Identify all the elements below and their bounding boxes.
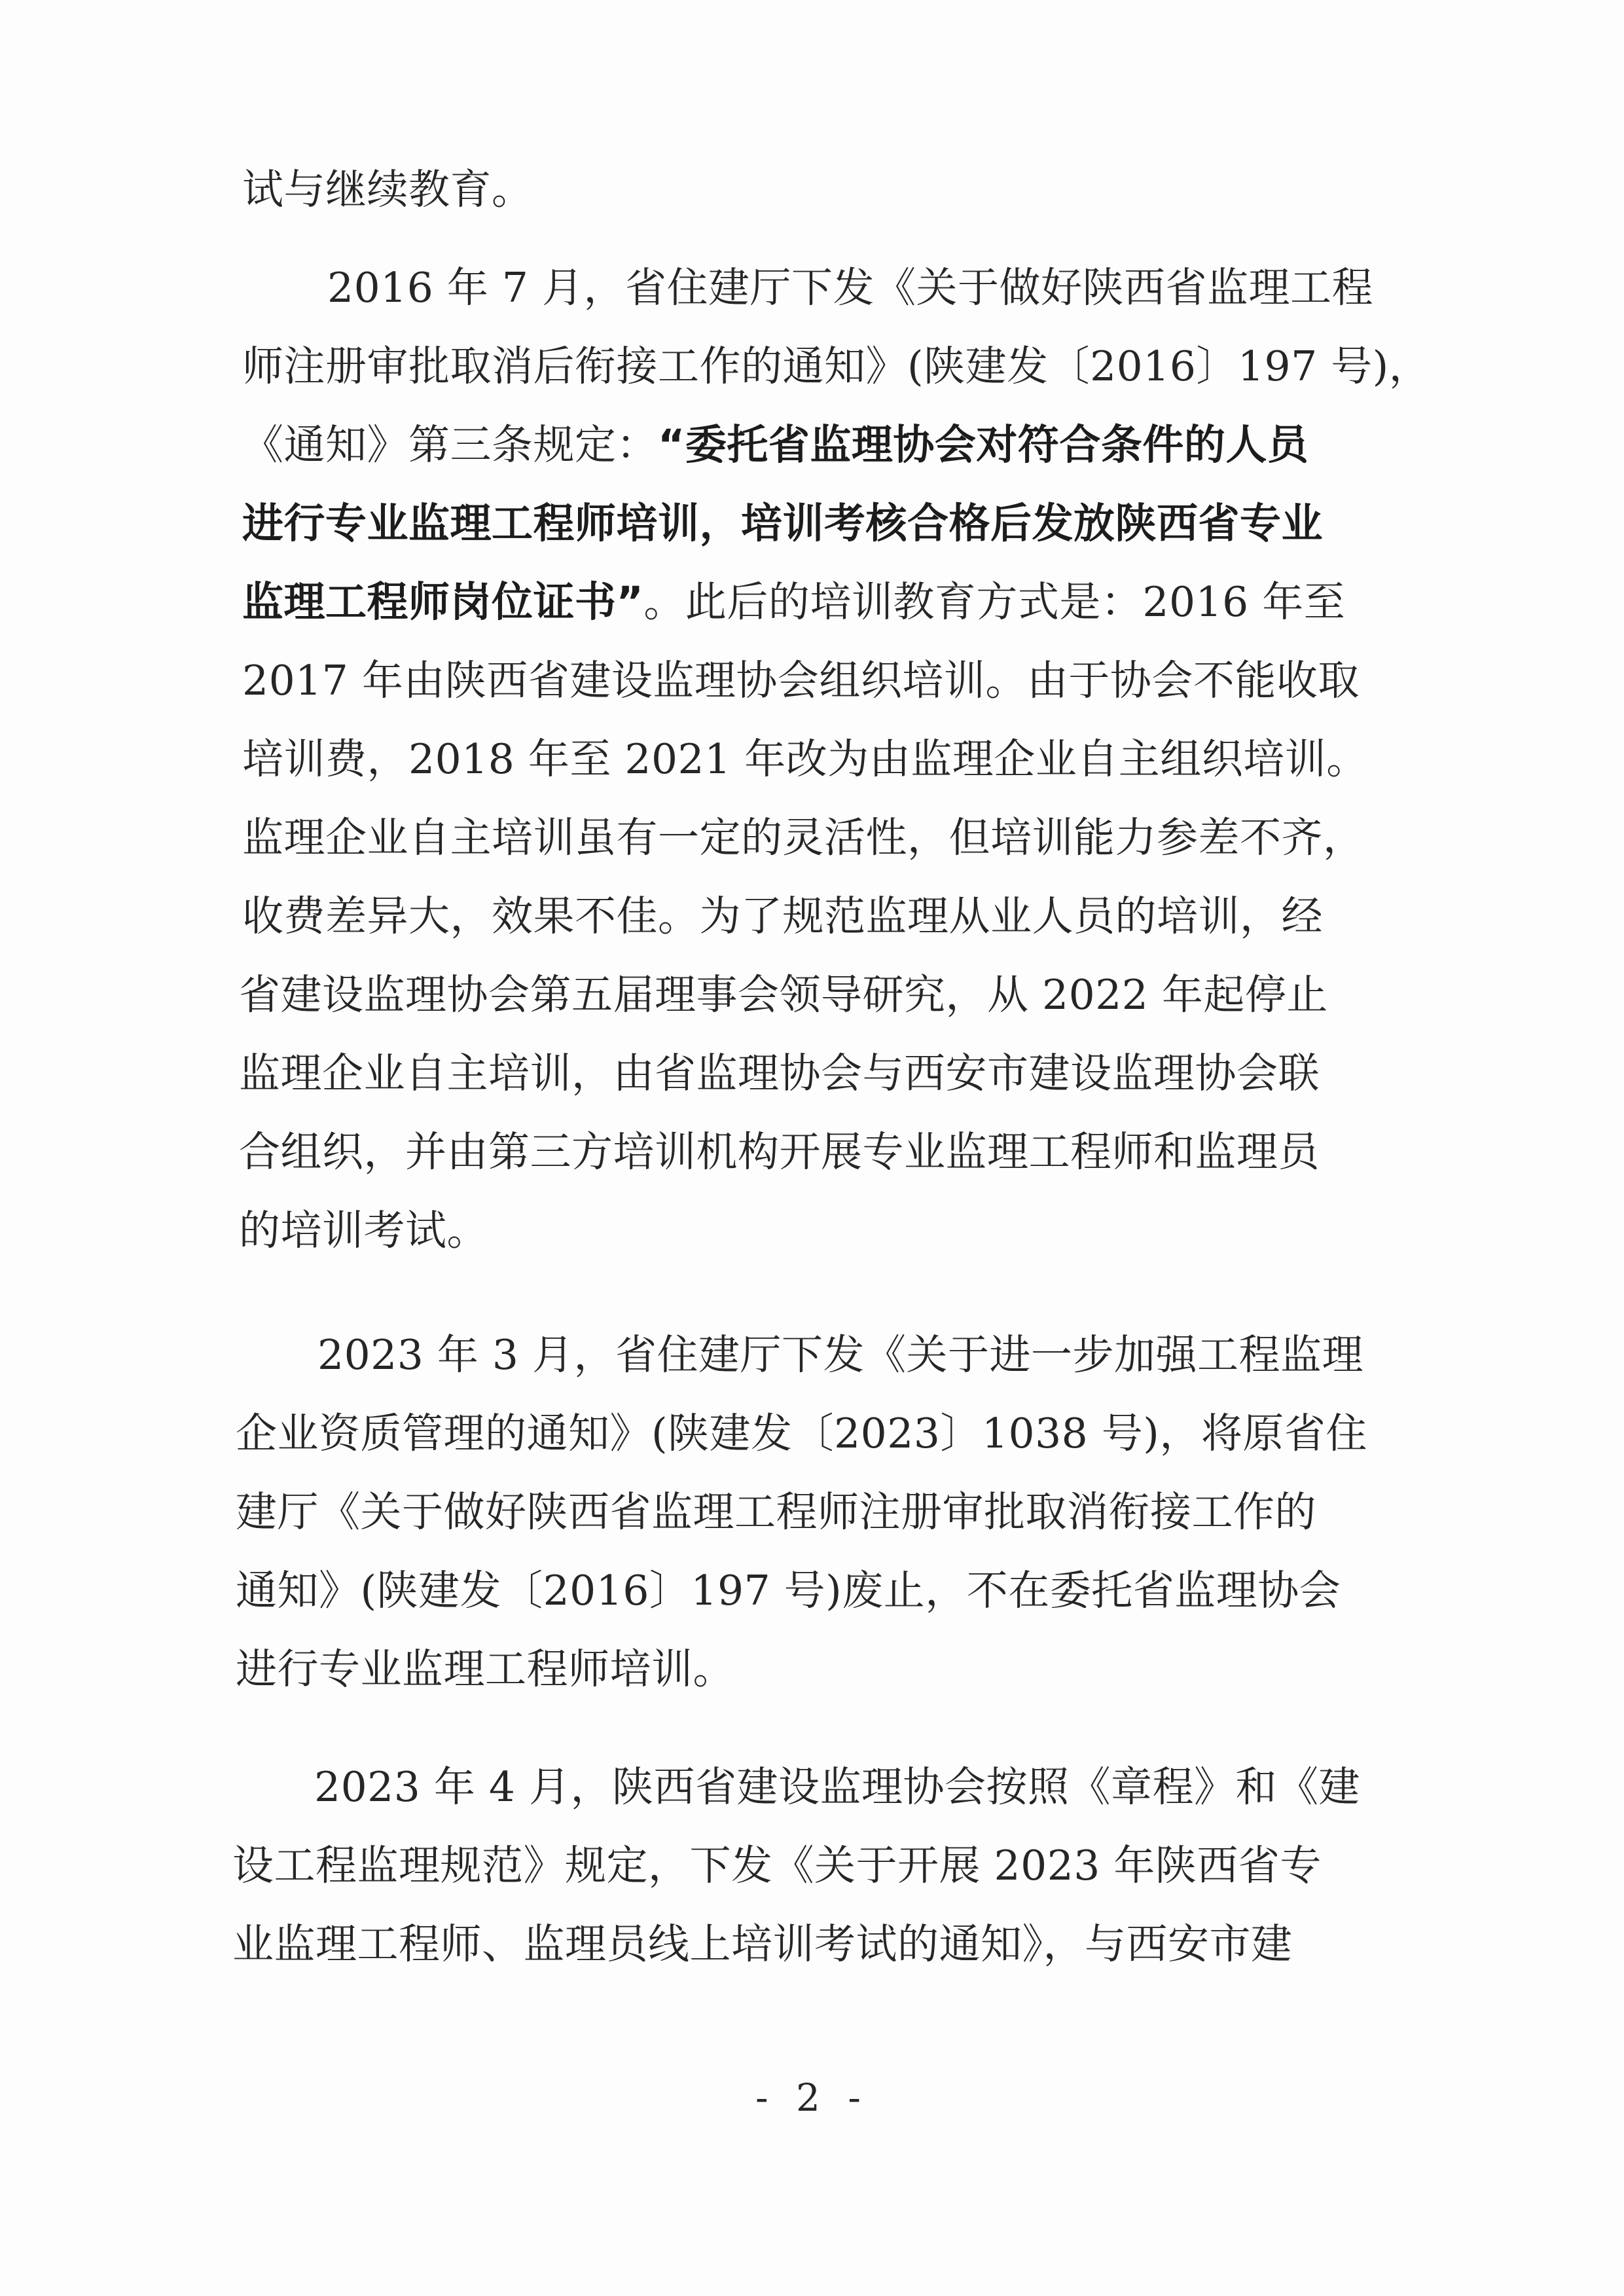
text-line: [236, 1486, 1316, 1539]
text-line: [236, 1643, 734, 1696]
text-run: 2023 年 4 月，陕西省建设监理协会按照《章程》和《建: [314, 1763, 1360, 1811]
text-run: 2023 年 3 月，省住建厅下发《关于进一步加强工程监理: [317, 1331, 1363, 1379]
text-line: [242, 419, 1308, 471]
text-line: [239, 969, 1328, 1021]
text-run: 2016 年 7 月，省住建厅下发《关于做好陕西省监理工程: [327, 264, 1373, 312]
text-line: [242, 576, 1345, 629]
bold-text-run: 监理工程师岗位证书”: [242, 578, 644, 626]
text-line: [239, 1126, 1320, 1178]
text-run: 通知》(陕建发〔2016〕197 号)废止，不在委托省监理协会: [236, 1567, 1341, 1614]
text-run: 培训费，2018 年至 2021 年改为由监理企业自主组织培训。: [242, 735, 1368, 783]
text-run: 监理企业自主培训虽有一定的灵活性，但培训能力参差不齐，: [242, 814, 1365, 862]
text-run: 建厅《关于做好陕西省监理工程师注册审批取消衔接工作的: [236, 1488, 1316, 1536]
text-run: 监理企业自主培训，由省监理协会与西安市建设监理协会联: [239, 1049, 1320, 1097]
text-line: [314, 1761, 1360, 1813]
text-run: 的培训考试。: [239, 1207, 488, 1254]
text-run: 。此后的培训教育方式是：2016 年至: [643, 578, 1346, 626]
page-number: - 2 -: [755, 2075, 869, 2120]
text-run: 合组织，并由第三方培训机构开展专业监理工程师和监理员: [239, 1128, 1320, 1176]
text-line: [242, 890, 1323, 943]
text-line: [327, 262, 1373, 314]
text-run: 《通知》第三条规定：: [242, 421, 658, 469]
bold-text-run: “委托省监理协会对符合条件的人员: [658, 421, 1309, 469]
text-line: [232, 1840, 1322, 1892]
text-run: 省建设监理协会第五届理事会领导研究，从 2022 年起停止: [239, 971, 1328, 1019]
text-run: 收费差异大，效果不佳。为了规范监理从业人员的培训，经: [242, 892, 1323, 940]
text-line: [236, 1565, 1341, 1617]
text-run: 2017 年由陕西省建设监理协会组织培训。由于协会不能收取: [242, 657, 1360, 704]
text-run: 设工程监理规范》规定，下发《关于开展 2023 年陕西省专: [232, 1842, 1322, 1889]
text-line: [242, 655, 1360, 707]
text-line: [232, 1918, 1293, 1971]
text-line: [242, 340, 1430, 393]
text-line: [239, 1205, 488, 1257]
text-run: 试与继续教育。: [242, 166, 533, 213]
text-line: [239, 1048, 1320, 1100]
text-line: [242, 733, 1368, 786]
text-line: [317, 1329, 1363, 1381]
text-run: 企业资质管理的通知》(陕建发〔2023〕1038 号)，将原省住: [236, 1410, 1367, 1457]
text-line: [242, 498, 1323, 550]
text-line: [242, 164, 533, 216]
text-run: 进行专业监理工程师培训。: [236, 1645, 734, 1693]
text-line: [236, 1408, 1367, 1460]
bold-text-run: 进行专业监理工程师培训，培训考核合格后发放陕西省专业: [242, 500, 1323, 547]
text-run: 师注册审批取消后衔接工作的通知》(陕建发〔2016〕197 号)，: [242, 342, 1431, 390]
text-line: [242, 812, 1365, 864]
text-run: 业监理工程师、监理员线上培训考试的通知》，与西安市建: [232, 1920, 1293, 1968]
